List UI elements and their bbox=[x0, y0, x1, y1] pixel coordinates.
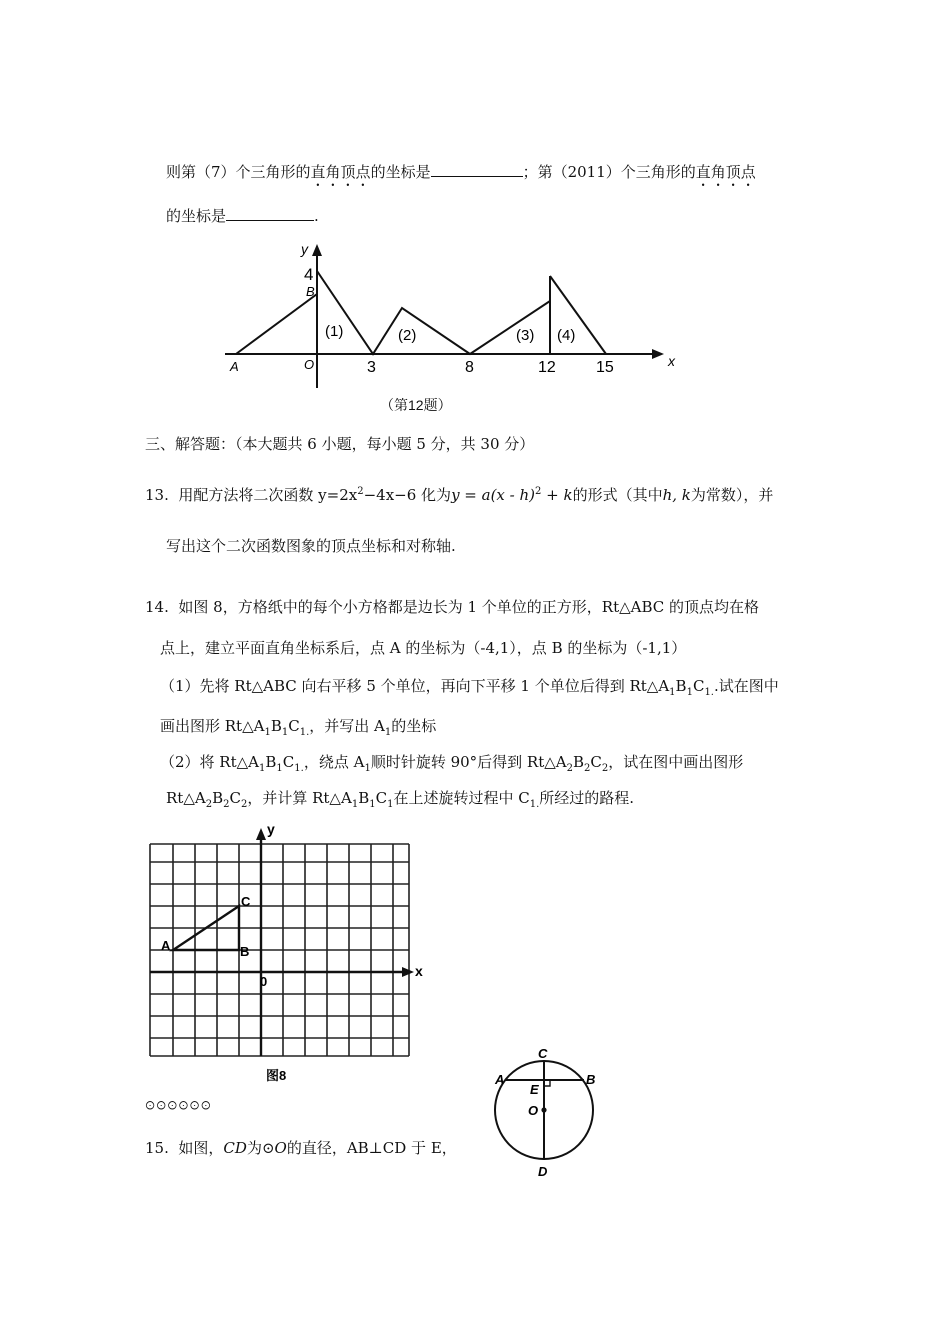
q14-sub: 1 bbox=[369, 799, 376, 810]
q13-number: 13. bbox=[145, 486, 169, 504]
q12-y-label: y bbox=[301, 241, 308, 257]
q15-label-o: O bbox=[528, 1103, 539, 1118]
q15-label-a: A bbox=[495, 1072, 505, 1087]
q14-p2g: C bbox=[590, 753, 602, 771]
q14-line2: 点上，建立平面直角坐标系后，点 A 的坐标为（-4,1），点 B 的坐标为（-1,1） bbox=[160, 639, 687, 657]
q14-label-a: A bbox=[161, 938, 171, 953]
q14-label-c: C bbox=[241, 894, 251, 909]
q12-answer-blank-2[interactable] bbox=[226, 206, 314, 221]
q13-text-b: −4x−6 化为 bbox=[363, 486, 452, 504]
q14-sub2: 2 bbox=[240, 799, 248, 810]
section3-heading: 三、解答题：（本大题共 6 小题，每小题 5 分，共 30 分） bbox=[145, 435, 535, 453]
q13-formula: y = a(x - h) bbox=[451, 486, 536, 504]
q14-p1-l2d: ，并写出 A bbox=[309, 717, 385, 735]
q12-line2-text: 的坐标是 bbox=[166, 207, 227, 225]
q12-tick-12: 12 bbox=[538, 359, 556, 376]
q14-figure-caption: 图8 bbox=[266, 1068, 287, 1083]
q14-sub2: 2 bbox=[223, 799, 230, 810]
q13-formula-exp: 2 bbox=[535, 486, 542, 497]
q12-emphasis-1: 直角顶点 bbox=[310, 163, 371, 181]
q14-sub: 1 bbox=[281, 727, 289, 738]
q12-caption: （第12题） bbox=[380, 397, 452, 413]
q14-sub: 1 bbox=[364, 763, 371, 774]
q14-p1-l2a: 画出图形 Rt△A bbox=[160, 717, 265, 735]
q14-sub-dot: 1. bbox=[294, 763, 304, 774]
q12-tri1-label: (1) bbox=[325, 323, 344, 340]
q14-sub: 1 bbox=[387, 799, 394, 810]
q15-center-dot bbox=[541, 1107, 546, 1112]
decor-marks: ꖴꖴꖴꖴꖴꖴ bbox=[145, 1099, 212, 1114]
q15-line1 bbox=[145, 1138, 457, 1158]
q14-sub-dot: 1. bbox=[704, 687, 714, 698]
q15-text-b: 为⊙ bbox=[246, 1139, 275, 1157]
q13-line2: 写出这个二次函数图象的顶点坐标和对称轴. bbox=[166, 537, 456, 555]
q14-p2-l2b: B bbox=[212, 789, 224, 807]
q15-label-c: C bbox=[538, 1046, 548, 1061]
q15-cd: CD bbox=[223, 1139, 247, 1157]
q14-y-arrow bbox=[256, 828, 266, 840]
q14-p2e: 顺时针旋转 90°后得到 Rt△A bbox=[370, 753, 567, 771]
q14-part2-line2 bbox=[166, 788, 634, 815]
q15-o: O bbox=[274, 1139, 287, 1157]
q14-p1c: C bbox=[692, 677, 705, 695]
q14-label-b: B bbox=[240, 944, 250, 959]
q14-part1-line2 bbox=[160, 716, 436, 743]
q14-p2-l2a: Rt△A bbox=[166, 789, 206, 807]
q12-label-b: B bbox=[306, 284, 315, 299]
q15-text-c: 的直径，AB⊥CD 于 E， bbox=[286, 1139, 457, 1157]
q14-sub-dot: 1. bbox=[529, 799, 540, 810]
q15-text-a: 如图， bbox=[178, 1139, 224, 1157]
q15-circle-figure bbox=[490, 1040, 610, 1190]
q14-p1-l2c: C bbox=[288, 717, 300, 735]
q12-tick-4: 4 bbox=[304, 265, 314, 284]
q14-sub: 1 bbox=[686, 687, 693, 698]
q12-text-sep: ；第（2011）个三角形的 bbox=[522, 163, 696, 181]
q12-tick-15: 15 bbox=[596, 359, 614, 376]
q14-part2-line1 bbox=[160, 752, 743, 779]
q12-x-label: x bbox=[668, 353, 675, 369]
q14-line1 bbox=[145, 597, 759, 617]
q12-tick-3: 3 bbox=[367, 359, 376, 376]
q14-p2-l2f: C bbox=[375, 789, 388, 807]
q12-answer-blank-1[interactable] bbox=[431, 162, 523, 177]
q12-tri4-label: (4) bbox=[557, 327, 576, 344]
q12-line1 bbox=[166, 162, 756, 190]
q14-p2-l2d: ，并计算 Rt△A bbox=[247, 789, 352, 807]
q14-p2f: B bbox=[573, 753, 585, 771]
q14-sub: 1 bbox=[351, 799, 359, 810]
q14-part1-line1 bbox=[160, 676, 779, 703]
q13-hk: h, k bbox=[662, 486, 691, 504]
q14-p2-l2g: 在上述旋转过程中 C bbox=[393, 789, 530, 807]
q14-p1-l2e: 的坐标 bbox=[391, 717, 437, 735]
q14-p1a: （1）先将 Rt△ABC 向右平移 5 个单位，再向下平移 1 个单位后得到 Rt△A bbox=[160, 677, 670, 695]
q14-p2a: （2）将 Rt△A bbox=[160, 753, 260, 771]
q14-sub2: 2 bbox=[566, 763, 574, 774]
q14-sub: 1 bbox=[669, 687, 676, 698]
q14-number: 14. bbox=[145, 598, 169, 616]
q15-label-e: E bbox=[530, 1082, 539, 1097]
q12-tri2-label: (2) bbox=[398, 327, 417, 344]
q14-p2d: ，绕点 A bbox=[303, 753, 365, 771]
q13-text-a: 用配方法将二次函数 y=2x bbox=[178, 486, 358, 504]
q14-x-label: x bbox=[415, 963, 423, 979]
q12-tri3-label: (3) bbox=[516, 327, 535, 344]
q14-sub2: 2 bbox=[205, 799, 213, 810]
q14-p2c: C bbox=[282, 753, 295, 771]
q14-label-o: 0 bbox=[260, 974, 268, 989]
q13-formula-tail: + k bbox=[541, 486, 573, 504]
q14-sub2: 2 bbox=[584, 763, 591, 774]
q12-tick-8: 8 bbox=[465, 359, 474, 376]
q14-p2-l2c: C bbox=[229, 789, 241, 807]
q14-sub: 1 bbox=[384, 727, 392, 738]
q14-sub-dot: 1. bbox=[299, 727, 310, 738]
q14-p2h: ，试在图中画出图形 bbox=[608, 753, 744, 771]
q12-x-arrow bbox=[652, 349, 664, 359]
q14-sub: 1 bbox=[276, 763, 283, 774]
q14-p1b: B bbox=[675, 677, 687, 695]
q14-p1d: .试在图中 bbox=[713, 677, 779, 695]
q12-line2-end: . bbox=[314, 207, 319, 225]
q13-text-c: 的形式（其中 bbox=[572, 486, 663, 504]
q12-text-mid: 的坐标是 bbox=[370, 163, 431, 181]
q12-graph bbox=[220, 238, 680, 398]
q14-sub2: 2 bbox=[601, 763, 609, 774]
q12-label-a: A bbox=[230, 359, 239, 374]
q14-sub: 1 bbox=[259, 763, 266, 774]
q14-sub: 1 bbox=[264, 727, 271, 738]
q12-emphasis-2: 直角顶点 bbox=[695, 163, 756, 181]
q12-y-arrow bbox=[312, 244, 322, 256]
q14-x-arrow bbox=[402, 967, 414, 977]
q15-number: 15. bbox=[145, 1139, 169, 1157]
q14-p1-l2b: B bbox=[270, 717, 282, 735]
q14-line1-text: 如图 8，方格纸中的每个小方格都是边长为 1 个单位的正方形，Rt△ABC 的顶点均在格 bbox=[178, 598, 760, 616]
q14-p2-l2h: 所经过的路程. bbox=[539, 789, 635, 807]
q13-text-d: 为常数），并 bbox=[690, 486, 774, 504]
q12-zigzag bbox=[236, 271, 550, 354]
q12-label-o: O bbox=[304, 357, 315, 372]
q13-exp: 2 bbox=[357, 486, 364, 497]
q14-y-label: y bbox=[267, 822, 275, 837]
q12-text-prefix: 则第（7）个三角形的 bbox=[166, 163, 311, 181]
q14-grid-figure bbox=[140, 822, 440, 1086]
q14-p2b: B bbox=[265, 753, 277, 771]
q12-line2 bbox=[166, 206, 319, 226]
q14-p2-l2e: B bbox=[358, 789, 370, 807]
q15-label-d: D bbox=[538, 1164, 548, 1179]
q15-label-b: B bbox=[586, 1072, 596, 1087]
q13-line1 bbox=[145, 482, 773, 505]
